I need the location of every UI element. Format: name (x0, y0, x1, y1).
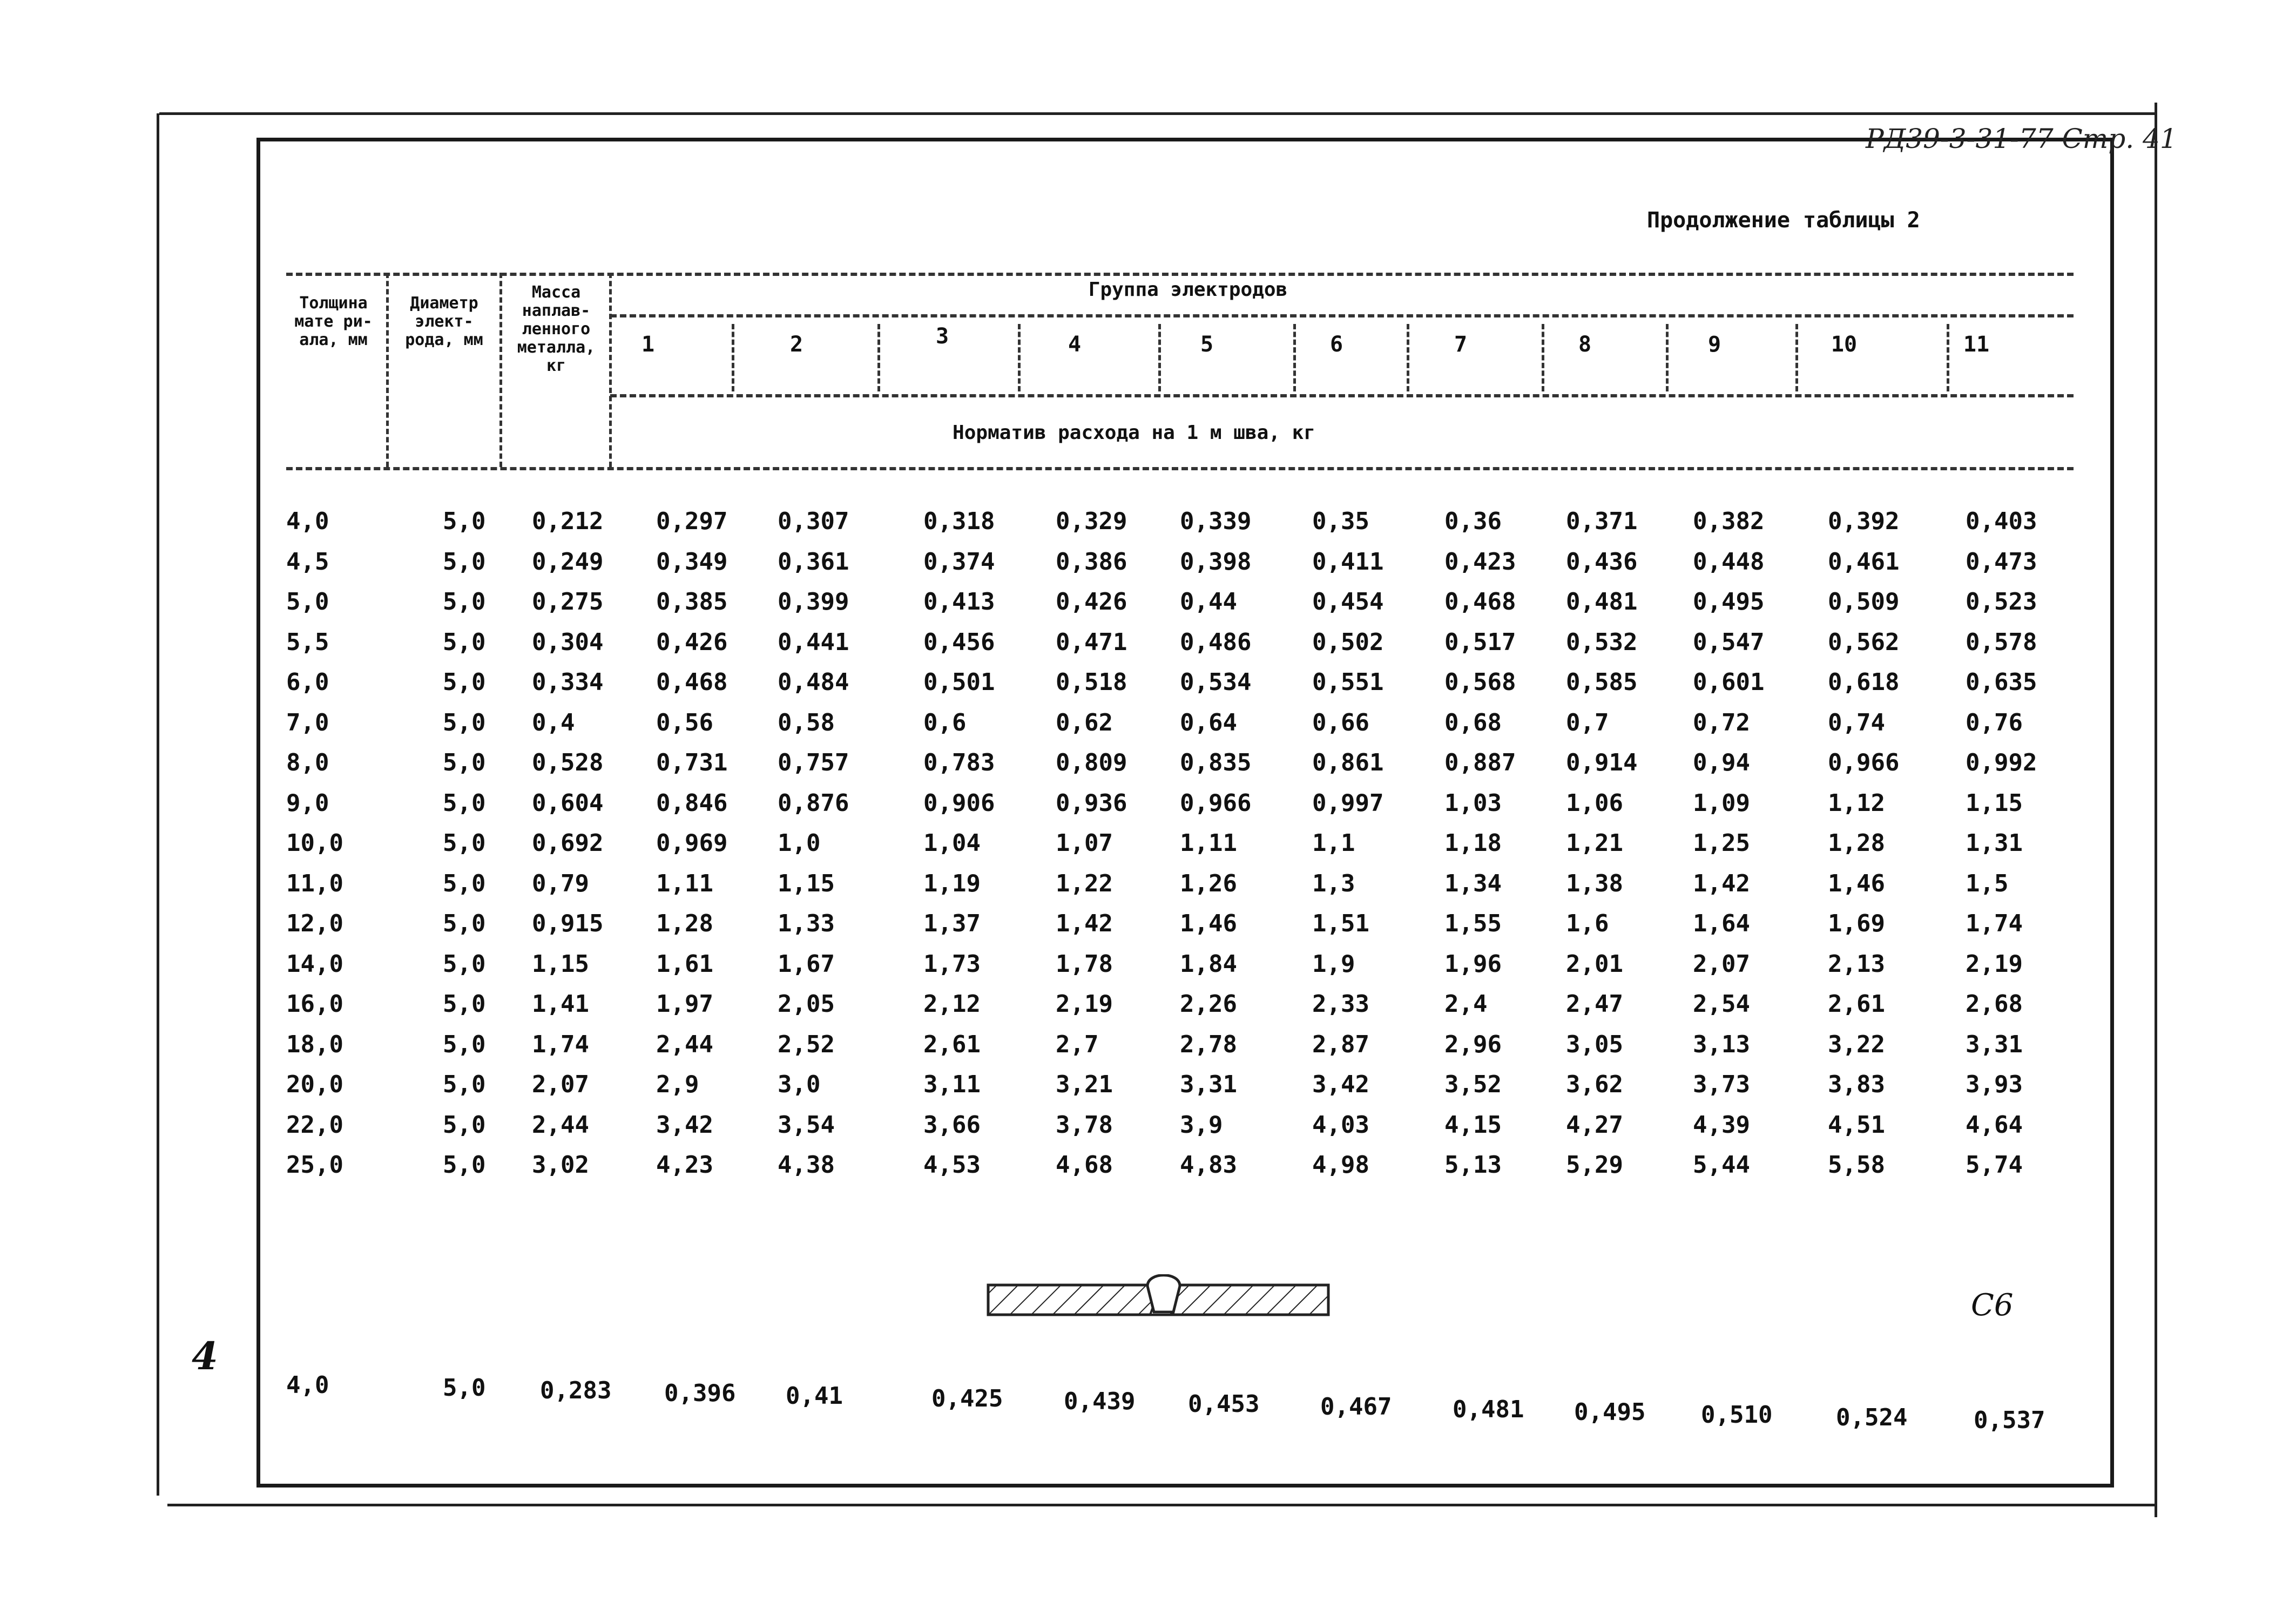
table-cell: 5,0 (443, 1111, 486, 1139)
table-cell: 0,966 (1828, 749, 1900, 776)
table-cell: 1,74 (1966, 910, 2023, 937)
table-cell: 3,93 (1966, 1071, 2023, 1098)
header-sep-3 (609, 273, 612, 467)
table-cell: 3,66 (923, 1111, 981, 1139)
c6-table-cell: 4,0 (286, 1371, 329, 1399)
table-cell: 1,46 (1828, 869, 1885, 897)
table-cell: 1,09 (1693, 789, 1750, 817)
table-cell: 3,73 (1693, 1071, 1750, 1098)
table-cell: 1,46 (1180, 910, 1237, 937)
table-cell: 5,0 (443, 508, 486, 535)
table-cell: 1,31 (1966, 829, 2023, 857)
table-cell: 2,87 (1312, 1030, 1369, 1058)
table-cell: 0,992 (1966, 749, 2037, 776)
table-cell: 1,15 (778, 869, 835, 897)
group-number-9: 9 (1707, 332, 1721, 357)
table-cell: 1,15 (1966, 789, 2023, 817)
group-separator (1542, 324, 1544, 391)
header-sep-2 (499, 273, 502, 467)
group-separator (1795, 324, 1798, 391)
table-cell: 22,0 (286, 1111, 343, 1139)
table-cell: 4,38 (778, 1151, 835, 1179)
table-cell: 0,58 (778, 708, 835, 736)
table-cell: 3,02 (532, 1151, 589, 1179)
table-cell: 1,3 (1312, 869, 1355, 897)
table-cell: 5,0 (443, 1151, 486, 1179)
table-cell: 0,887 (1444, 749, 1516, 776)
table-cell: 0,604 (532, 789, 604, 817)
table-cell: 4,03 (1312, 1111, 1369, 1139)
table-cell: 0,275 (532, 588, 604, 616)
c6-table-cell: 0,396 (664, 1380, 736, 1407)
table-cell: 0,635 (1966, 668, 2037, 696)
table-cell: 0,441 (778, 628, 849, 656)
table-cell: 1,11 (656, 869, 713, 897)
table-cell: 0,692 (532, 829, 604, 857)
table-cell: 0,969 (656, 829, 728, 857)
table-cell: 1,55 (1444, 910, 1502, 937)
table-cell: 1,33 (778, 910, 835, 937)
table-cell: 0,76 (1966, 708, 2023, 736)
table-cell: 0,386 (1056, 547, 1127, 576)
c6-table-cell: 0,425 (931, 1385, 1003, 1412)
table-cell: 0,374 (923, 547, 995, 576)
table-cell: 0,382 (1693, 508, 1765, 535)
table-cell: 0,35 (1312, 508, 1369, 535)
table-cell: 0,783 (923, 749, 995, 776)
table-cell: 0,461 (1828, 547, 1900, 576)
outer-bottom-line (167, 1504, 2155, 1506)
group-separator (732, 324, 734, 391)
table-cell: 4,5 (286, 547, 329, 576)
table-cell: 5,0 (443, 547, 486, 576)
table-cell: 0,74 (1828, 708, 1885, 736)
table-cell: 0,551 (1312, 668, 1384, 696)
table-cell: 0,64 (1180, 708, 1237, 736)
table-cell: 3,54 (778, 1111, 835, 1139)
table-cell: 4,15 (1444, 1111, 1502, 1139)
table-cell: 3,42 (1312, 1071, 1369, 1098)
table-cell: 4,98 (1312, 1151, 1369, 1179)
table-cell: 0,79 (532, 869, 589, 897)
table-cell: 0,4 (532, 708, 575, 736)
group-number-11: 11 (1963, 332, 1990, 357)
table-cell: 3,9 (1180, 1111, 1223, 1139)
table-cell: 0,481 (1566, 588, 1638, 616)
table-cell: 4,23 (656, 1151, 713, 1179)
table-cell: 1,18 (1444, 829, 1502, 857)
table-cell: 0,297 (656, 508, 728, 535)
header-diameter: Диаметр элект-рода, мм (405, 294, 483, 349)
table-cell: 0,534 (1180, 668, 1252, 696)
table-cell: 2,7 (1056, 1030, 1099, 1058)
table-cell: 1,9 (1312, 950, 1355, 978)
table-cell: 5,74 (1966, 1151, 2023, 1179)
table-cell: 5,0 (443, 749, 486, 776)
c6-table-cell: 0,467 (1320, 1393, 1392, 1421)
table-cell: 0,861 (1312, 749, 1384, 776)
table-cell: 0,468 (656, 668, 728, 696)
table-cell: 0,547 (1693, 628, 1765, 656)
table-continuation-label: Продолжение таблицы 2 (1647, 208, 1920, 233)
table-cell: 5,0 (443, 950, 486, 978)
weld-joint-sketch (985, 1274, 1331, 1323)
table-cell: 1,37 (923, 910, 981, 937)
table-cell: 0,385 (656, 588, 728, 616)
table-cell: 0,44 (1180, 588, 1237, 616)
table-cell: 5,44 (1693, 1151, 1750, 1179)
group-separator (877, 324, 880, 391)
table-cell: 2,01 (1566, 950, 1623, 978)
table-cell: 0,468 (1444, 588, 1516, 616)
table-cell: 0,304 (532, 628, 604, 656)
table-cell: 0,846 (656, 789, 728, 817)
table-cell: 0,484 (778, 668, 849, 696)
table-cell: 14,0 (286, 950, 343, 978)
table-cell: 3,83 (1828, 1071, 1885, 1098)
table-cell: 2,47 (1566, 990, 1623, 1018)
table-cell: 0,757 (778, 749, 849, 776)
header-top-line (286, 273, 2074, 276)
table-cell: 0,361 (778, 547, 849, 576)
table-cell: 5,5 (286, 628, 329, 656)
table-cell: 1,78 (1056, 950, 1113, 978)
table-cell: 0,518 (1056, 668, 1127, 696)
table-cell: 2,61 (923, 1030, 981, 1058)
table-cell: 1,42 (1693, 869, 1750, 897)
table-cell: 0,562 (1828, 628, 1900, 656)
table-cell: 5,0 (443, 789, 486, 817)
group-number-3: 3 (935, 324, 949, 349)
table-cell: 18,0 (286, 1030, 343, 1058)
table-cell: 0,398 (1180, 547, 1252, 576)
table-cell: 0,423 (1444, 547, 1516, 576)
table-cell: 0,349 (656, 547, 728, 576)
table-cell: 12,0 (286, 910, 343, 937)
table-cell: 5,0 (443, 1071, 486, 1098)
table-cell: 0,997 (1312, 789, 1384, 817)
table-cell: 0,448 (1693, 547, 1765, 576)
table-cell: 2,9 (656, 1071, 699, 1098)
c6-table-cell: 0,283 (540, 1377, 612, 1404)
group-number-1: 1 (641, 332, 655, 357)
table-cell: 5,0 (443, 628, 486, 656)
table-cell: 1,51 (1312, 910, 1369, 937)
outer-right-line (2155, 103, 2157, 1517)
table-cell: 1,73 (923, 950, 981, 978)
table-cell: 0,915 (532, 910, 604, 937)
table-cell: 0,36 (1444, 508, 1502, 535)
table-cell: 1,22 (1056, 869, 1113, 897)
table-cell: 1,03 (1444, 789, 1502, 817)
header-thickness: Толщина мате ри-ала, мм (294, 294, 373, 349)
table-cell: 1,34 (1444, 869, 1502, 897)
table-cell: 5,0 (443, 708, 486, 736)
table-cell: 0,914 (1566, 749, 1638, 776)
table-cell: 4,39 (1693, 1111, 1750, 1139)
header-mass: Масса наплав-ленного металла, кг (517, 283, 596, 375)
table-cell: 1,5 (1966, 869, 2009, 897)
table-cell: 2,26 (1180, 990, 1237, 1018)
table-cell: 2,4 (1444, 990, 1488, 1018)
outer-top-line (159, 112, 2157, 115)
table-cell: 0,426 (1056, 588, 1127, 616)
outer-left-line (157, 113, 159, 1496)
document-stamp: РД39-3-31-77 Стр. 41 (1866, 123, 2177, 154)
table-cell: 1,26 (1180, 869, 1237, 897)
table-cell: 5,29 (1566, 1151, 1623, 1179)
table-cell: 0,501 (923, 668, 995, 696)
table-cell: 2,68 (1966, 990, 2023, 1018)
table-cell: 0,339 (1180, 508, 1252, 535)
table-cell: 1,69 (1828, 910, 1885, 937)
table-cell: 0,578 (1966, 628, 2037, 656)
table-cell: 6,0 (286, 668, 329, 696)
group-separator (1407, 324, 1409, 391)
table-cell: 0,329 (1056, 508, 1127, 535)
table-cell: 5,0 (443, 588, 486, 616)
table-cell: 3,31 (1180, 1071, 1237, 1098)
table-cell: 0,62 (1056, 708, 1113, 736)
section-mark-c6: С6 (1971, 1288, 2014, 1323)
table-cell: 0,618 (1828, 668, 1900, 696)
group-separator (1947, 324, 1949, 391)
table-cell: 5,0 (443, 990, 486, 1018)
table-cell: 1,41 (532, 990, 589, 1018)
table-cell: 1,28 (1828, 829, 1885, 857)
table-cell: 4,64 (1966, 1111, 2023, 1139)
group-separator (1293, 324, 1296, 391)
table-cell: 3,21 (1056, 1071, 1113, 1098)
table-cell: 4,53 (923, 1151, 981, 1179)
table-cell: 0,212 (532, 508, 604, 535)
table-cell: 1,21 (1566, 829, 1623, 857)
table-cell: 5,0 (443, 829, 486, 857)
table-cell: 0,502 (1312, 628, 1384, 656)
table-cell: 3,11 (923, 1071, 981, 1098)
table-cell: 0,454 (1312, 588, 1384, 616)
table-cell: 0,495 (1693, 588, 1765, 616)
table-cell: 0,906 (923, 789, 995, 817)
table-cell: 2,07 (1693, 950, 1750, 978)
table-cell: 9,0 (286, 789, 329, 817)
table-cell: 2,19 (1966, 950, 2023, 978)
table-cell: 0,523 (1966, 588, 2037, 616)
table-cell: 0,66 (1312, 708, 1369, 736)
table-cell: 0,876 (778, 789, 849, 817)
table-cell: 5,0 (443, 668, 486, 696)
c6-table-cell: 0,537 (1974, 1407, 2045, 1434)
table-cell: 1,0 (778, 829, 821, 857)
header-groups-line (610, 314, 2074, 317)
table-cell: 2,61 (1828, 990, 1885, 1018)
table-cell: 4,0 (286, 508, 329, 535)
table-cell: 16,0 (286, 990, 343, 1018)
table-cell: 1,64 (1693, 910, 1750, 937)
c6-table-cell: 0,453 (1188, 1390, 1260, 1418)
group-number-7: 7 (1454, 332, 1468, 357)
table-cell: 4,68 (1056, 1151, 1113, 1179)
table-cell: 0,371 (1566, 508, 1638, 535)
table-cell: 0,6 (923, 708, 967, 736)
table-cell: 2,13 (1828, 950, 1885, 978)
group-number-10: 10 (1831, 332, 1858, 357)
table-cell: 0,471 (1056, 628, 1127, 656)
table-cell: 3,78 (1056, 1111, 1113, 1139)
table-cell: 0,585 (1566, 668, 1638, 696)
table-cell: 25,0 (286, 1151, 343, 1179)
table-cell: 4,83 (1180, 1151, 1237, 1179)
table-cell: 0,307 (778, 508, 849, 535)
table-cell: 0,517 (1444, 628, 1516, 656)
table-cell: 4,51 (1828, 1111, 1885, 1139)
table-cell: 0,403 (1966, 508, 2037, 535)
table-cell: 10,0 (286, 829, 343, 857)
table-cell: 1,42 (1056, 910, 1113, 937)
table-cell: 3,22 (1828, 1030, 1885, 1058)
table-cell: 0,334 (532, 668, 604, 696)
group-number-2: 2 (789, 332, 803, 357)
table-cell: 0,94 (1693, 749, 1750, 776)
table-cell: 8,0 (286, 749, 329, 776)
c6-table-cell: 5,0 (443, 1374, 486, 1402)
table-cell: 0,731 (656, 749, 728, 776)
table-cell: 2,52 (778, 1030, 835, 1058)
table-cell: 1,25 (1693, 829, 1750, 857)
group-number-8: 8 (1578, 332, 1592, 357)
table-cell: 2,44 (656, 1030, 713, 1058)
table-cell: 4,27 (1566, 1111, 1623, 1139)
table-cell: 0,411 (1312, 547, 1384, 576)
table-cell: 2,78 (1180, 1030, 1237, 1058)
table-cell: 0,249 (532, 547, 604, 576)
table-cell: 1,11 (1180, 829, 1237, 857)
c6-table-cell: 0,41 (786, 1382, 843, 1410)
table-cell: 1,1 (1312, 829, 1355, 857)
table-cell: 1,04 (923, 829, 981, 857)
table-cell: 5,13 (1444, 1151, 1502, 1179)
table-cell: 0,318 (923, 508, 995, 535)
table-cell: 5,58 (1828, 1151, 1885, 1179)
group-separator (1158, 324, 1161, 391)
table-cell: 0,392 (1828, 508, 1900, 535)
table-cell: 0,966 (1180, 789, 1252, 817)
group-number-5: 5 (1200, 332, 1214, 357)
table-cell: 2,33 (1312, 990, 1369, 1018)
table-cell: 1,06 (1566, 789, 1623, 817)
table-cell: 5,0 (443, 1030, 486, 1058)
table-cell: 3,05 (1566, 1030, 1623, 1058)
table-cell: 0,568 (1444, 668, 1516, 696)
header-bottom-line (286, 467, 2074, 470)
table-cell: 2,44 (532, 1111, 589, 1139)
c6-table-cell: 0,524 (1836, 1404, 1908, 1431)
table-cell: 3,31 (1966, 1030, 2023, 1058)
table-cell: 2,07 (532, 1071, 589, 1098)
table-cell: 0,509 (1828, 588, 1900, 616)
table-cell: 0,528 (532, 749, 604, 776)
table-cell: 1,07 (1056, 829, 1113, 857)
table-cell: 0,426 (656, 628, 728, 656)
table-cell: 1,61 (656, 950, 713, 978)
table-cell: 0,7 (1566, 708, 1609, 736)
table-cell: 2,05 (778, 990, 835, 1018)
table-cell: 1,96 (1444, 950, 1502, 978)
table-cell: 0,399 (778, 588, 849, 616)
table-cell: 1,67 (778, 950, 835, 978)
table-cell: 2,54 (1693, 990, 1750, 1018)
table-cell: 0,473 (1966, 547, 2037, 576)
table-cell: 5,0 (443, 869, 486, 897)
group-separator (1666, 324, 1669, 391)
table-cell: 0,436 (1566, 547, 1638, 576)
table-cell: 1,84 (1180, 950, 1237, 978)
table-cell: 0,835 (1180, 749, 1252, 776)
page-side-mark: 4 (192, 1334, 218, 1378)
table-cell: 0,413 (923, 588, 995, 616)
table-cell: 0,68 (1444, 708, 1502, 736)
table-cell: 3,13 (1693, 1030, 1750, 1058)
table-cell: 3,62 (1566, 1071, 1623, 1098)
table-cell: 1,19 (923, 869, 981, 897)
table-cell: 1,74 (532, 1030, 589, 1058)
table-cell: 0,56 (656, 708, 713, 736)
table-cell: 0,486 (1180, 628, 1252, 656)
table-cell: 2,96 (1444, 1030, 1502, 1058)
header-norm: Норматив расхода на 1 м шва, кг (953, 422, 1315, 444)
table-cell: 11,0 (286, 869, 343, 897)
table-cell: 7,0 (286, 708, 329, 736)
c6-table-cell: 0,510 (1701, 1401, 1773, 1429)
group-number-6: 6 (1329, 332, 1343, 357)
c6-table-cell: 0,495 (1574, 1398, 1646, 1426)
header-numbers-line (610, 394, 2074, 397)
table-cell: 1,12 (1828, 789, 1885, 817)
header-sep-1 (386, 273, 389, 467)
table-cell: 1,97 (656, 990, 713, 1018)
table-cell: 0,456 (923, 628, 995, 656)
table-cell: 0,601 (1693, 668, 1765, 696)
table-cell: 20,0 (286, 1071, 343, 1098)
table-cell: 5,0 (286, 588, 329, 616)
c6-table-cell: 0,439 (1064, 1388, 1136, 1415)
table-cell: 0,532 (1566, 628, 1638, 656)
table-cell: 2,12 (923, 990, 981, 1018)
group-number-4: 4 (1068, 332, 1082, 357)
table-cell: 3,0 (778, 1071, 821, 1098)
table-cell: 1,15 (532, 950, 589, 978)
header-electrode-group: Группа электродов (1088, 279, 1288, 301)
table-cell: 1,28 (656, 910, 713, 937)
table-cell: 0,809 (1056, 749, 1127, 776)
c6-table-cell: 0,481 (1453, 1396, 1524, 1423)
table-cell: 0,936 (1056, 789, 1127, 817)
table-cell: 1,6 (1566, 910, 1609, 937)
table-cell: 1,38 (1566, 869, 1623, 897)
table-cell: 3,42 (656, 1111, 713, 1139)
table-cell: 5,0 (443, 910, 486, 937)
table-cell: 3,52 (1444, 1071, 1502, 1098)
group-separator (1018, 324, 1021, 391)
table-cell: 0,72 (1693, 708, 1750, 736)
table-cell: 2,19 (1056, 990, 1113, 1018)
